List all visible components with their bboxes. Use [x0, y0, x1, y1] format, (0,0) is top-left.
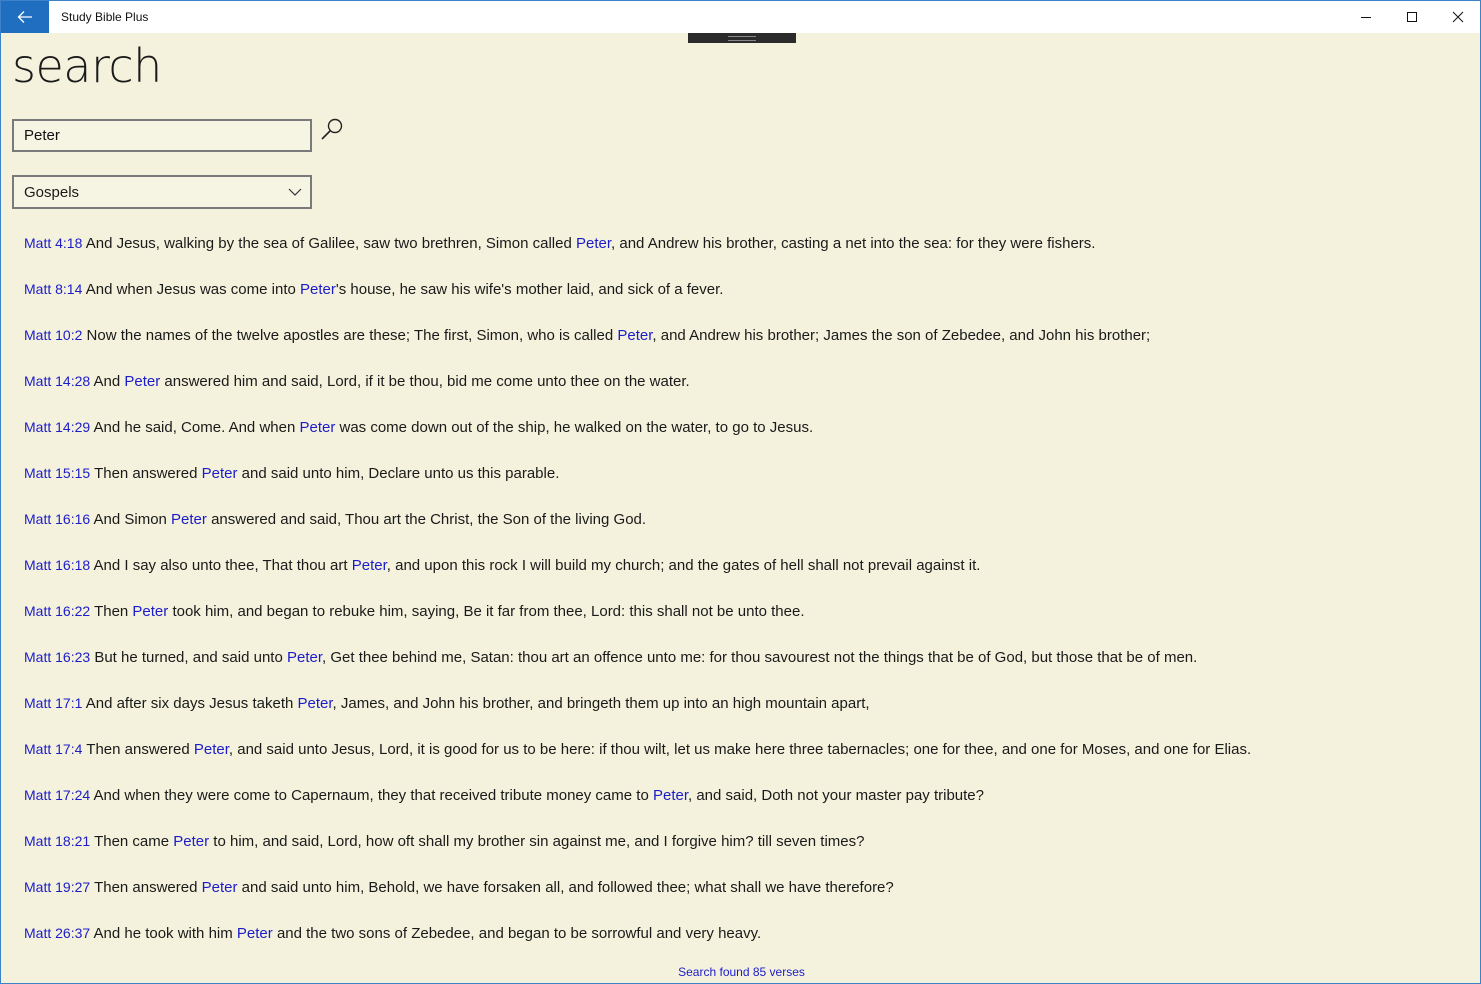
search-hit: Peter [193, 741, 229, 758]
verse-reference-link[interactable]: Matt 16:22 [24, 603, 91, 619]
verse-reference-link[interactable]: Matt 16:18 [24, 557, 91, 573]
verse-reference-link[interactable]: Matt 8:14 [24, 281, 83, 297]
verse-reference-link[interactable]: Matt 16:23 [24, 649, 91, 665]
result-item [24, 371, 1464, 417]
result-item [24, 647, 1464, 693]
result-item [24, 463, 1464, 509]
search-hit: Peter [652, 787, 688, 804]
result-item [24, 417, 1464, 463]
verse-text: But he turned, and said unto Peter, Get thee behind me, Satan: thou art an offence unto me: for thou savourest not the things that be of God, but those that be of men. [94, 649, 1198, 666]
search-hit: Peter [173, 833, 210, 850]
result-item [24, 509, 1464, 555]
verse-reference-link[interactable]: Matt 17:4 [24, 741, 83, 757]
search-hit: Peter [132, 603, 169, 620]
result-item [24, 555, 1464, 601]
verse-reference-link[interactable]: Matt 14:28 [24, 373, 91, 389]
verse-reference-link[interactable]: Matt 4:18 [24, 235, 83, 251]
search-hit: Peter [351, 557, 387, 574]
result-item [24, 831, 1464, 877]
search-hit: Peter [171, 511, 207, 528]
scope-dropdown[interactable] [12, 175, 312, 209]
verse-text: And I say also unto thee, That thou art Peter, and upon this rock I will build my church; and the gates of hell shall not prevail against it. [93, 557, 981, 574]
search-hit: Peter [299, 419, 336, 436]
maximize-button[interactable] [1389, 1, 1435, 33]
search-hit: Peter [300, 281, 336, 298]
verse-text: And he took with him Peter and the two sons of Zebedee, and began to be sorrowful and very heavy. [93, 925, 762, 942]
maximize-icon [1406, 11, 1418, 23]
verse-text: And Jesus, walking by the sea of Galilee, saw two brethren, Simon called Peter, and Andrew his brother, casting a net into the sea: for they were fishers. [85, 235, 1096, 252]
verse-text: Then Peter took him, and began to rebuke him, saying, Be it far from thee, Lord: this shall not be unto thee. [94, 603, 805, 620]
verse-text: And he said, Come. And when Peter was come down out of the ship, he walked on the water, to go to Jesus. [93, 419, 814, 436]
search-hit: Peter [617, 327, 653, 344]
verse-text: Then answered Peter, and said unto Jesus, Lord, it is good for us to be here: if thou wilt, let us make here three tabernacles; one for thee, and one for Moses, and one for Elias. [86, 741, 1252, 758]
result-item [24, 601, 1464, 647]
verse-text: Then came Peter to him, and said, Lord, how oft shall my brother sin against me, and I forgive him? till seven times? [94, 833, 865, 850]
title-bar [1, 1, 1480, 33]
search-hit: Peter [236, 925, 273, 942]
verse-text: Now the names of the twelve apostles are these; The first, Simon, who is called Peter, and Andrew his brother; James the son of Zebedee, and John his brother; [86, 327, 1151, 344]
arrow-left-icon [17, 10, 33, 24]
result-item [24, 325, 1464, 371]
search-hit: Peter [575, 235, 612, 252]
result-item [24, 233, 1464, 279]
verse-text: And when they were come to Capernaum, they that received tribute money came to Peter, and said, Doth not your master pay tribute? [93, 787, 984, 804]
verse-reference-link[interactable]: Matt 26:37 [24, 925, 91, 941]
search-hit: Peter [124, 373, 161, 390]
result-item [24, 693, 1464, 739]
verse-reference-link[interactable]: Matt 10:2 [24, 327, 83, 343]
search-input[interactable]: Peter [12, 119, 312, 152]
close-icon [1452, 11, 1464, 23]
results-list [24, 233, 1464, 969]
app-title: Study Bible Plus [61, 10, 149, 24]
search-hit: Peter [201, 465, 238, 482]
drag-handle[interactable] [688, 33, 796, 43]
page-title: search [12, 39, 162, 93]
result-item [24, 279, 1464, 325]
verse-text: And Simon Peter answered and said, Thou art the Christ, the Son of the living God. [93, 511, 647, 528]
back-button[interactable] [1, 1, 49, 33]
result-item [24, 923, 1464, 969]
verse-text: Then answered Peter and said unto him, Behold, we have forsaken all, and followed thee; what shall we have therefore? [94, 879, 894, 896]
result-item [24, 877, 1464, 923]
search-icon[interactable] [319, 117, 345, 143]
minimize-button[interactable] [1343, 1, 1389, 33]
verse-reference-link[interactable]: Matt 14:29 [24, 419, 91, 435]
search-hit: Peter [297, 695, 333, 712]
close-button[interactable] [1435, 1, 1481, 33]
verse-text: And Peter answered him and said, Lord, if it be thou, bid me come unto thee on the water. [93, 373, 690, 390]
scope-dropdown-value: Gospels [24, 184, 80, 201]
search-status: Search found 85 verses [678, 965, 805, 979]
chevron-down-icon [288, 187, 302, 197]
result-item [24, 739, 1464, 785]
result-item [24, 785, 1464, 831]
verse-text: And after six days Jesus taketh Peter, James, and John his brother, and bringeth them up into an high mountain apart, [85, 695, 870, 712]
verse-text: And when Jesus was come into Peter's house, he saw his wife's mother laid, and sick of a fever. [85, 281, 724, 298]
search-hit: Peter [286, 649, 323, 666]
verse-reference-link[interactable]: Matt 17:1 [24, 695, 83, 711]
verse-reference-link[interactable]: Matt 17:24 [24, 787, 91, 803]
search-hit: Peter [201, 879, 238, 896]
verse-reference-link[interactable]: Matt 15:15 [24, 465, 91, 481]
verse-reference-link[interactable]: Matt 19:27 [24, 879, 91, 895]
verse-text: Then answered Peter and said unto him, Declare unto us this parable. [94, 465, 560, 482]
verse-reference-link[interactable]: Matt 18:21 [24, 833, 91, 849]
minimize-icon [1360, 11, 1372, 23]
verse-reference-link[interactable]: Matt 16:16 [24, 511, 91, 527]
